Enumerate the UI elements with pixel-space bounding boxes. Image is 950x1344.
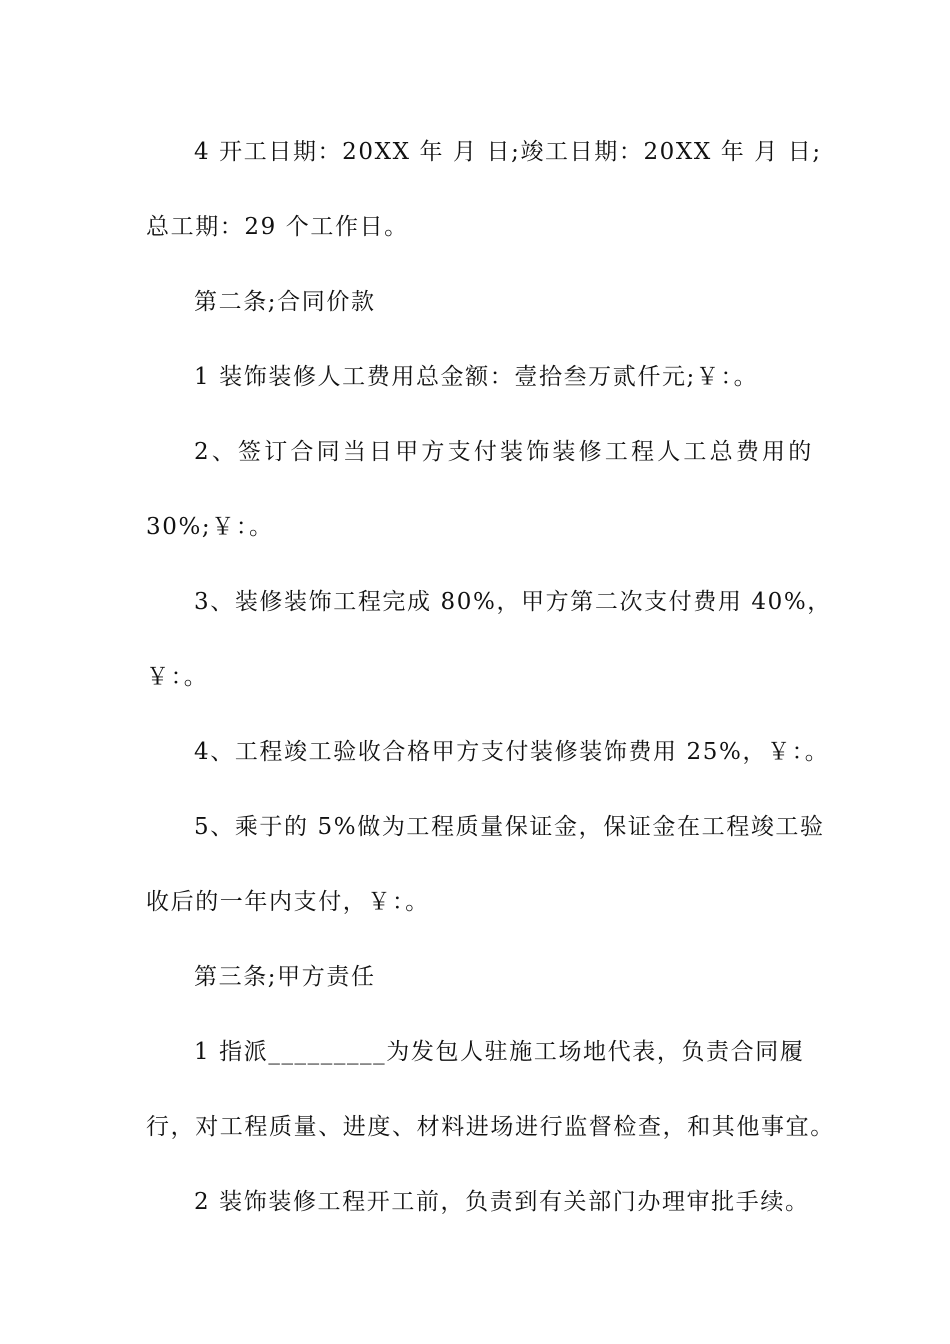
section-heading-contract-price: 第二条;合同价款 (194, 289, 376, 315)
text-line-start-date: 4 开工日期：20XX 年 月 日;竣工日期：20XX 年 月 日; (194, 139, 822, 165)
text-line-first-payment-cont: 30%;￥：。 (146, 514, 274, 540)
text-line-second-payment-cont: ￥：。 (146, 664, 209, 690)
text-line-second-payment: 3、装修装饰工程完成 80%，甲方第二次支付费用 40%， (194, 589, 832, 615)
text-line-approval: 2 装饰装修工程开工前，负责到有关部门办理审批手续。 (194, 1189, 810, 1215)
text-line-total-amount: 1 装饰装修人工费用总金额：壹拾叁万贰仟元;￥：。 (194, 364, 759, 390)
text-line-warranty-deposit-cont: 收后的一年内支付，￥：。 (146, 889, 430, 915)
text-line-total-period: 总工期：29 个工作日。 (146, 214, 409, 240)
section-heading-party-a-duties: 第三条;甲方责任 (194, 964, 376, 990)
text-line-third-payment: 4、工程竣工验收合格甲方支付装修装饰费用 25%，￥：。 (194, 739, 830, 765)
text-line-representative-cont: 行，对工程质量、进度、材料进场进行监督检查，和其他事宜。 (146, 1114, 835, 1140)
text-line-representative: 1 指派_________为发包人驻施工场地代表，负责合同履 (194, 1039, 805, 1065)
text-line-warranty-deposit: 5、乘于的 5%做为工程质量保证金，保证金在工程竣工验 (194, 814, 825, 840)
text-line-first-payment: 2、签订合同当日甲方支付装饰装修工程人工总费用的 (194, 439, 815, 465)
